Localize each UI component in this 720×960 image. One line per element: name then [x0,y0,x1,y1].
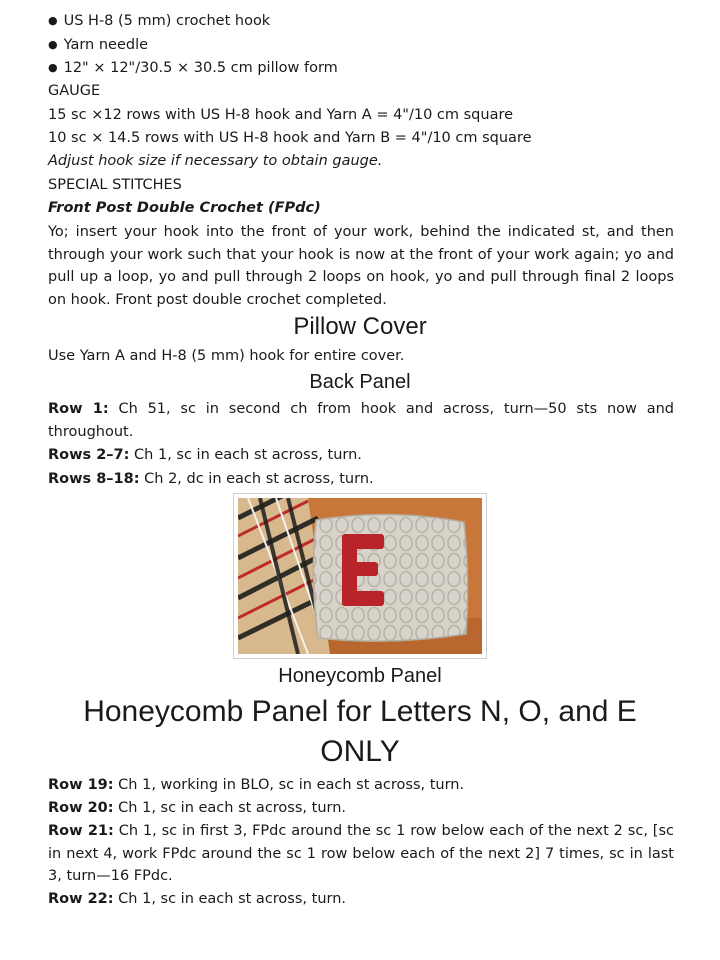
back-panel-rows-2-7: Rows 2–7: Ch 1, sc in each st across, turn. [48,447,362,463]
honeycomb-row-20: Row 20: Ch 1, sc in each st across, turn. [48,800,347,816]
material-needle: ● Yarn needle [48,34,676,57]
pillow [313,514,467,641]
gauge-line-b: 10 sc × 14.5 rows with US H-8 hook and Yarn B = 4"/10 cm square [48,130,532,146]
honeycomb-row-22: Row 22: Ch 1, sc in each st across, turn. [48,891,347,907]
letter-e [342,534,384,606]
gauge-note: Adjust hook size if necessary to obtain gauge. [48,153,383,169]
pillow-photo [233,493,487,659]
special-stitches-heading: SPECIAL STITCHES [48,177,182,193]
back-panel-title: Back Panel [309,371,411,393]
material-pillow-form: ● 12" × 12"/30.5 × 30.5 cm pillow form [48,57,676,80]
photo-caption: Honeycomb Panel [278,665,442,687]
honeycomb-row-19: Row 19: Ch 1, working in BLO, sc in each st across, turn. [48,777,465,793]
pillow-cover-title: Pillow Cover [293,313,427,340]
gauge-heading: GAUGE [48,83,101,99]
fpdc-description: Yo; insert your hook into the front of your work, behind the indicated st, and then through your work such that your hook is now at the front of your work again; yo and pull up a loop, yo and pull through 2 loops on hook, yo and pull through final 2 loops on hook. Front post double crochet completed. [48,224,674,308]
pillow-photo-illustration [238,498,482,654]
honeycomb-row-21: Row 21: Ch 1, sc in first 3, FPdc around the sc 1 row below each of the next 2 sc, [sc in next 4, work FPdc around the sc 1 row below each of the next 2] 7 times, sc in last 3, turn—16 FPdc. [48,823,674,884]
honeycomb-title: Honeycomb Panel for Letters N, O, and E ONLY [83,695,637,768]
back-panel-row-1: Row 1: Ch 51, sc in second ch from hook and across, turn—50 sts now and throughout. [48,401,674,440]
back-panel-rows-8-18: Rows 8–18: Ch 2, dc in each st across, turn. [48,471,374,487]
fpdc-name: Front Post Double Crochet (FPdc) [48,200,321,216]
gauge-line-a: 15 sc ×12 rows with US H-8 hook and Yarn A = 4"/10 cm square [48,107,514,123]
pillow-cover-intro: Use Yarn A and H-8 (5 mm) hook for entire cover. [48,348,405,364]
material-hook: ● US H-8 (5 mm) crochet hook [48,10,676,33]
